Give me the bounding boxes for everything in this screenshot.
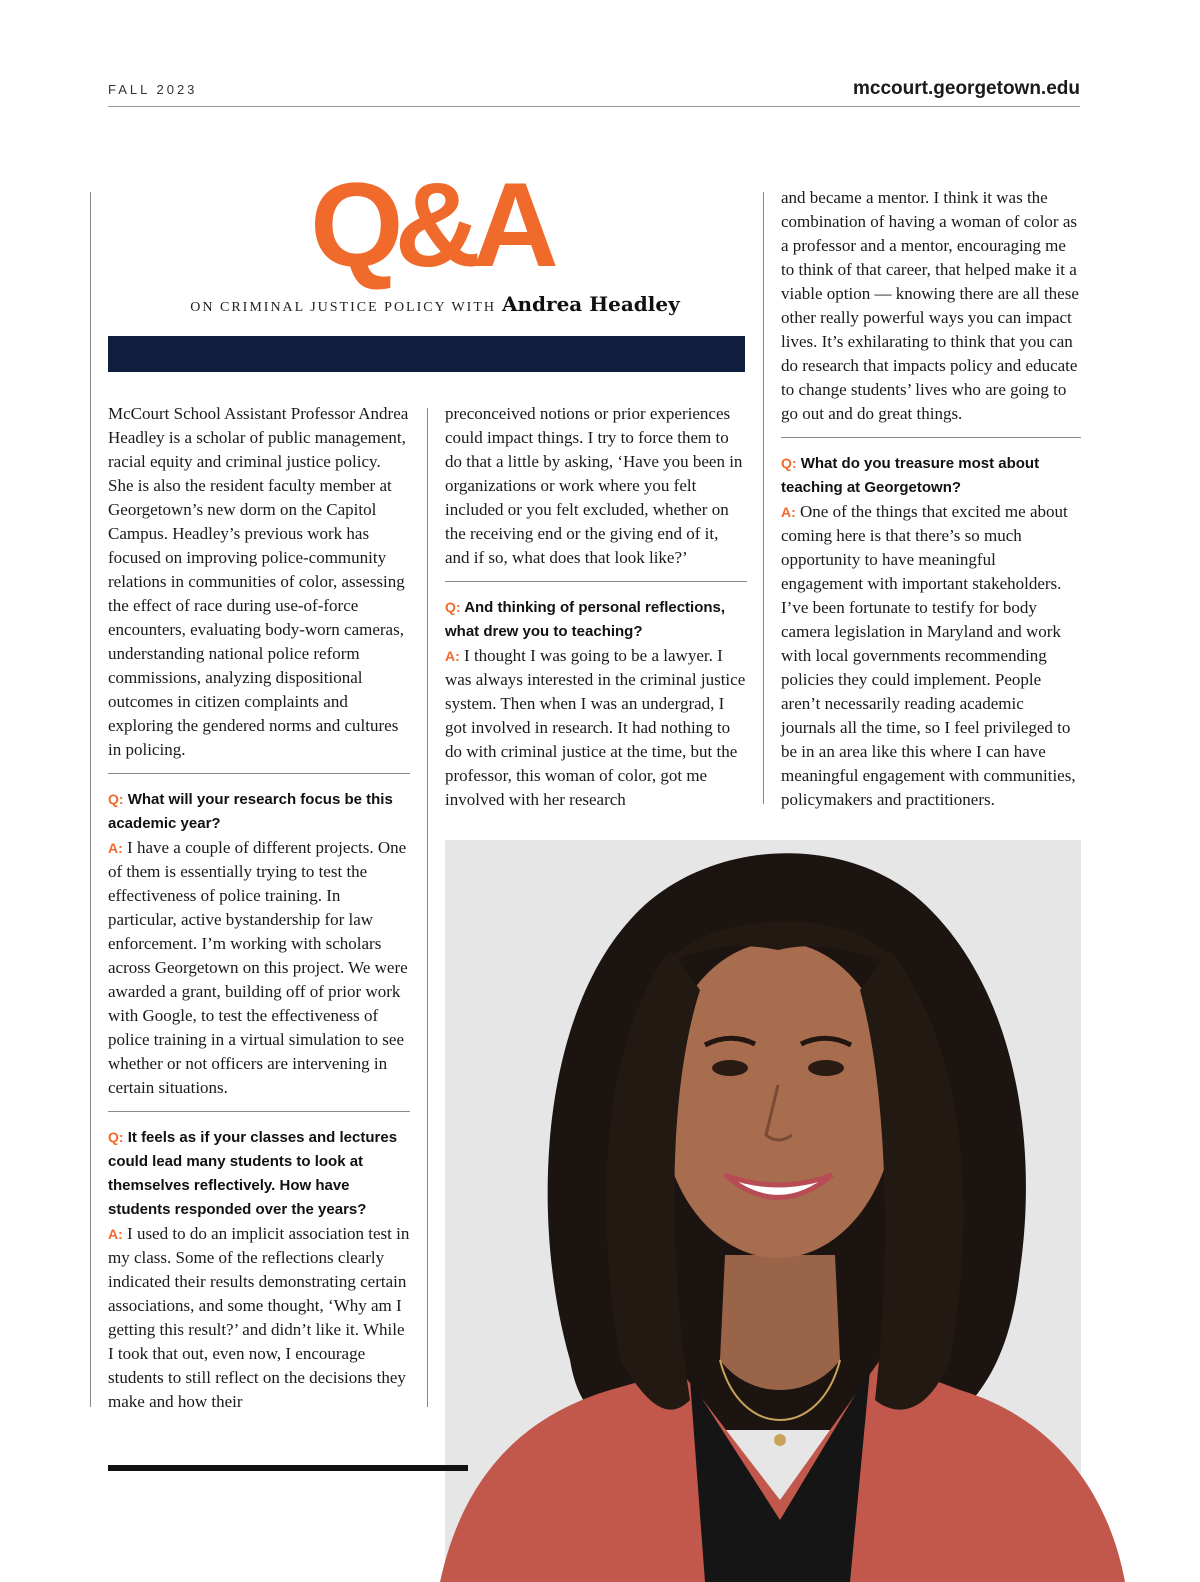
subtitle-prefix: ON CRIMINAL JUSTICE POLICY WITH [190,300,496,315]
a-label: A: [781,504,796,520]
answer-1-text: I have a couple of different projects. One of them is essentially trying to test the effectiveness of police training. In particular, active bystandership for law enforcement. I’m working with scholars across Georgetown on this project. We were awarded a grant, building off of prior work with Google, to test the effectiveness of police training in a virtual simulation to see whether or not officers are intervening in certain situations. [108,838,408,1097]
q-label: Q: [445,599,461,615]
answer-3 [445,644,747,812]
answer-2-continued: preconceived notions or prior experiences could impact things. I try to force them to do that a little by asking, ‘Have you been in organizations or work where you felt included or you felt excluded, whether on the receiving end or the giving end of it, and if so, what does that look like?’ [445,404,743,567]
question-2 [108,1125,410,1222]
question-3 [445,595,747,644]
pendant [774,1434,786,1446]
section-rule [781,437,1081,438]
a-label: A: [445,648,460,664]
section-rule [108,1111,410,1112]
header-rule [108,106,1080,107]
right-eye [808,1060,844,1076]
title-bar [108,336,745,372]
column-3 [781,186,1081,812]
portrait-photo [420,800,1130,1582]
question-1 [108,787,410,836]
answer-2 [108,1222,410,1414]
question-4-text: What do you treasure most about teaching at Georgetown? [781,455,1040,496]
answer-4-text: One of the things that excited me about coming here is that there’s so much opportunity to have meaningful engagement with important stakeholders. I’ve been fortunate to testify for body camera legislation in Maryland and work with local governments recommending policies they could implement. People aren’t necessarily reading academic journals all the time, so I feel privileged to be in an area like this where I can have meaningful engagement with communities, policymakers and practitioners. [781,502,1076,809]
a-label: A: [108,1226,123,1242]
neck [720,1255,840,1390]
q-label: Q: [781,455,797,471]
section-rule [445,581,747,582]
question-1-text: What will your research focus be this academic year? [108,791,393,832]
a-label: A: [108,840,123,856]
answer-2-text: I used to do an implicit association test in my class. Some of the reflections clearly indicated their results demonstrating certain associations, and some thought, ‘Why am I getting this result?’ and didn’t like it. While I took that out, even now, I encourage students to still reflect on the decisions they make and how their [108,1224,410,1411]
left-eye [712,1060,748,1076]
question-4 [781,451,1081,500]
column-2 [445,402,747,812]
q-label: Q: [108,791,124,807]
answer-4 [781,500,1081,812]
website-url: mccourt.georgetown.edu [853,78,1080,99]
column-divider-2 [763,192,764,804]
intro-paragraph: McCourt School Assistant Professor Andrea Headley is a scholar of public management, racial equity and criminal justice policy. She is also the resident faculty member at Georgetown’s new dorm on the Capitol Campus. Headley’s previous work has focused on improving police-community relations in communities of color, assessing the effect of race during use-of-force encounters, evaluating body-worn cameras, understanding national police reform commissions, analyzing dispositional outcomes in citizen complaints and exploring the gendered norms and cultures in policing. [108,404,409,759]
question-2-text: It feels as if your classes and lectures could lead many students to look at themselves reflectively. How have students responded over the years? [108,1129,398,1218]
q-label: Q: [108,1129,124,1145]
column-1 [108,402,410,1414]
answer-3-text: I thought I was going to be a lawyer. I was always interested in the criminal justice system. Then when I was an undergrad, I got involved in research. It had nothing to do with criminal justice at the time, but the professor, this woman of color, got me involved with her research [445,646,746,809]
question-3-text: And thinking of personal reflections, what drew you to teaching? [445,599,726,640]
answer-1 [108,836,410,1100]
bottom-rule [108,1465,468,1471]
article-subtitle [120,292,750,316]
subject-name: Andrea Headley [501,292,680,316]
issue-label: FALL 2023 [108,82,198,97]
qa-logo: Q&A [310,158,550,292]
answer-3-continued: and became a mentor. I think it was the combination of having a woman of color as a professor and a mentor, encouraging me to think of that career, that helped make it a viable option — knowing there are all these other really powerful ways you can impact lives. It’s exhilarating to think that you can do research that impacts policy and educate to change students’ lives who are going to go out and do great things. [781,188,1079,423]
section-rule [108,773,410,774]
left-border-rule [90,192,91,1407]
